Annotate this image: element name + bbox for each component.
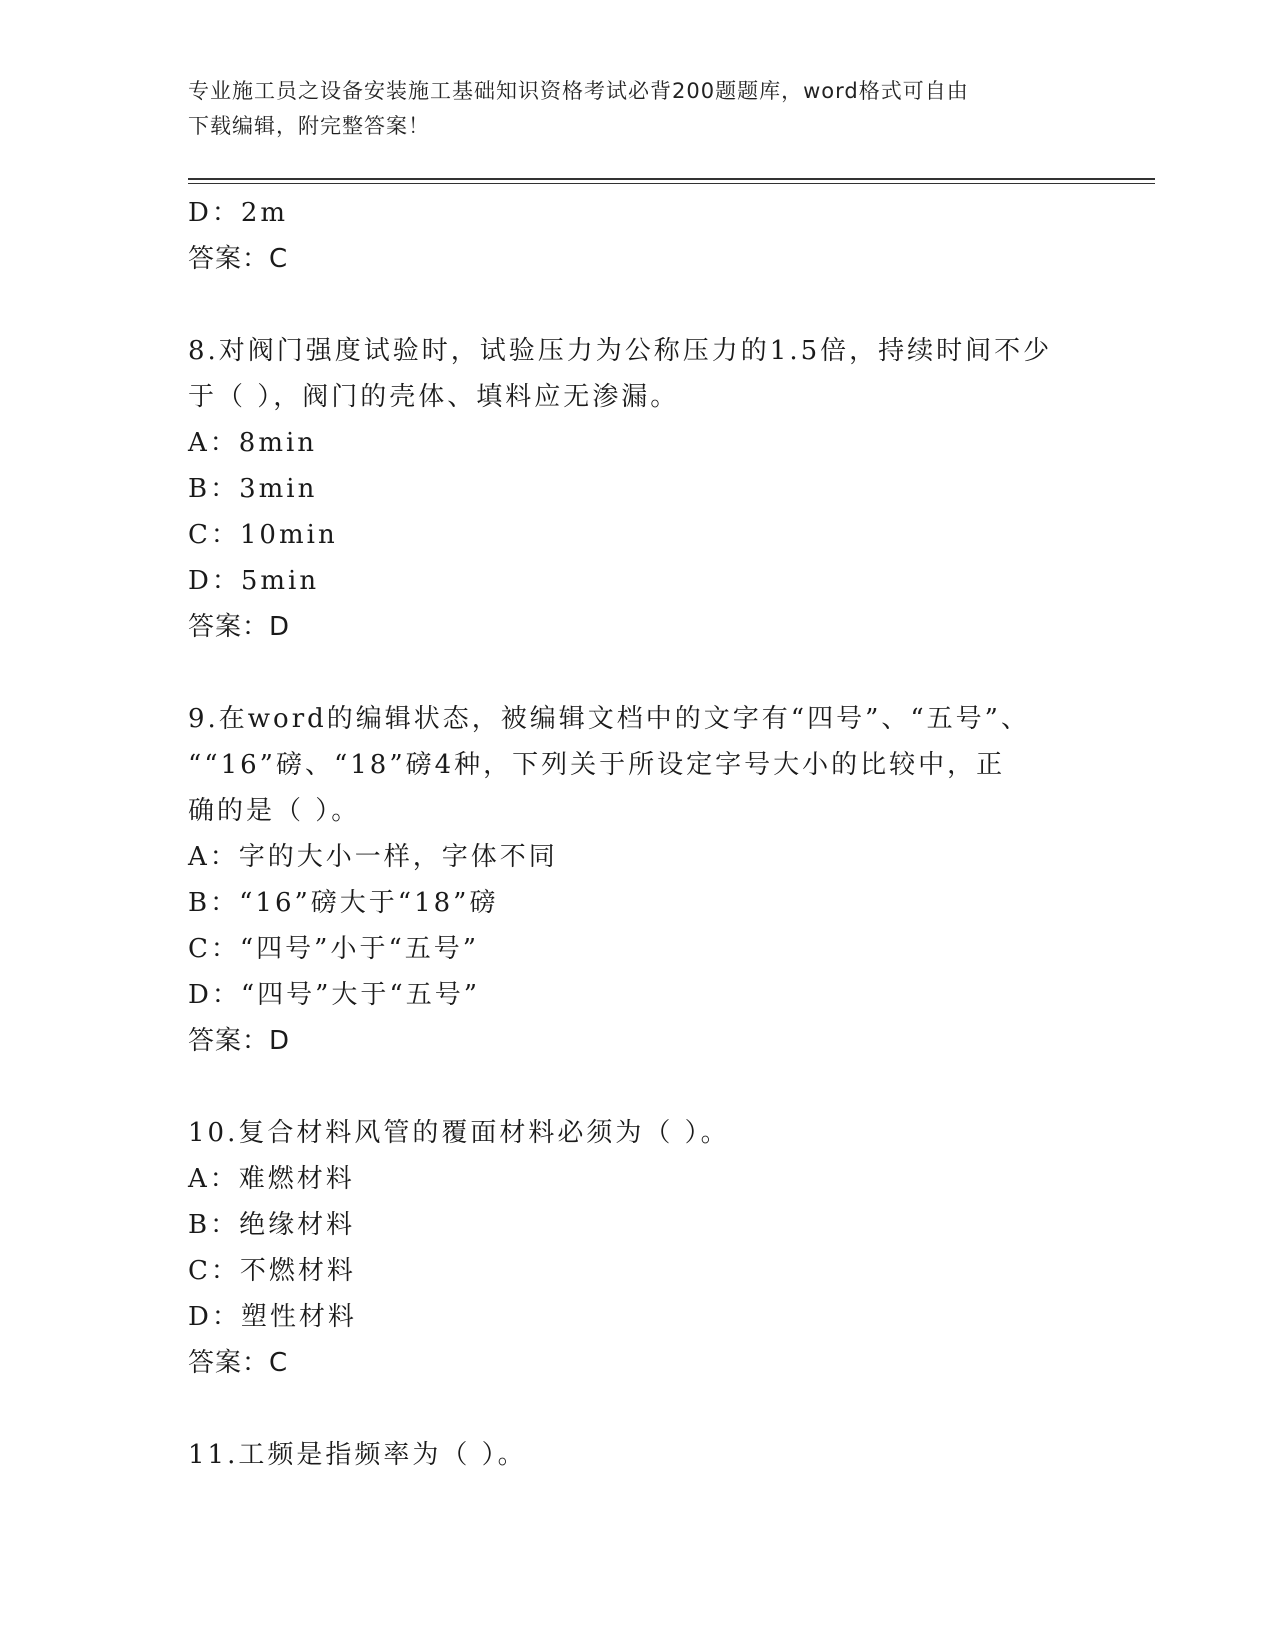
header-divider-thick (188, 178, 1155, 180)
option-b: B：“16”磅大于“18”磅 (188, 888, 499, 918)
option-d: D：2m (188, 198, 289, 228)
question-8 (188, 328, 1088, 650)
header-title-line-1: 专业施工员之设备安装施工基础知识资格考试必背200题题库，word格式可自由 (188, 79, 969, 103)
option-d: D：5min (188, 566, 320, 596)
question-stem-line: ““16”磅、“18”磅4种，下列关于所设定字号大小的比较中，正 (188, 750, 1006, 780)
spacer (188, 650, 1088, 696)
option-d: D：塑性材料 (188, 1302, 357, 1332)
option-d: D：“四号”大于“五号” (188, 980, 481, 1010)
spacer (188, 1064, 1088, 1110)
spacer (188, 1386, 1088, 1432)
answer-line: 答案：C (188, 244, 289, 274)
question-7-tail (188, 190, 1088, 282)
answer-line: 答案：D (188, 612, 291, 642)
option-c: C：“四号”小于“五号” (188, 934, 480, 964)
spacer (188, 282, 1088, 328)
answer-line: 答案：C (188, 1348, 289, 1378)
option-b: B：绝缘材料 (188, 1210, 356, 1240)
question-stem-line: 于（ ），阀门的壳体、填料应无渗漏。 (188, 382, 680, 412)
question-stem-line: 确的是（ ）。 (188, 796, 361, 826)
option-a: A：难燃材料 (188, 1164, 355, 1194)
option-c: C：10min (188, 520, 338, 550)
question-stem-line: 8.对阀门强度试验时，试验压力为公称压力的1.5倍，持续时间不少 (188, 336, 1053, 366)
answer-line: 答案：D (188, 1026, 291, 1056)
question-10 (188, 1110, 1088, 1386)
question-stem-line: 11.工频是指频率为（ ）。 (188, 1440, 527, 1470)
option-c: C：不燃材料 (188, 1256, 356, 1286)
question-11 (188, 1432, 1088, 1478)
header-title-line-2: 下载编辑，附完整答案！ (188, 114, 430, 138)
question-9 (188, 696, 1088, 1064)
question-content (188, 190, 1088, 1478)
option-a: A：字的大小一样，字体不同 (188, 842, 558, 872)
header-divider-thin (188, 183, 1155, 184)
option-a: A：8min (188, 428, 318, 458)
question-stem-line: 9.在word的编辑状态，被编辑文档中的文字有“四号”、“五号”、 (188, 704, 1030, 734)
page-header (188, 74, 1088, 144)
option-b: B：3min (188, 474, 318, 504)
question-stem-line: 10.复合材料风管的覆面材料必须为（ ）。 (188, 1118, 730, 1148)
